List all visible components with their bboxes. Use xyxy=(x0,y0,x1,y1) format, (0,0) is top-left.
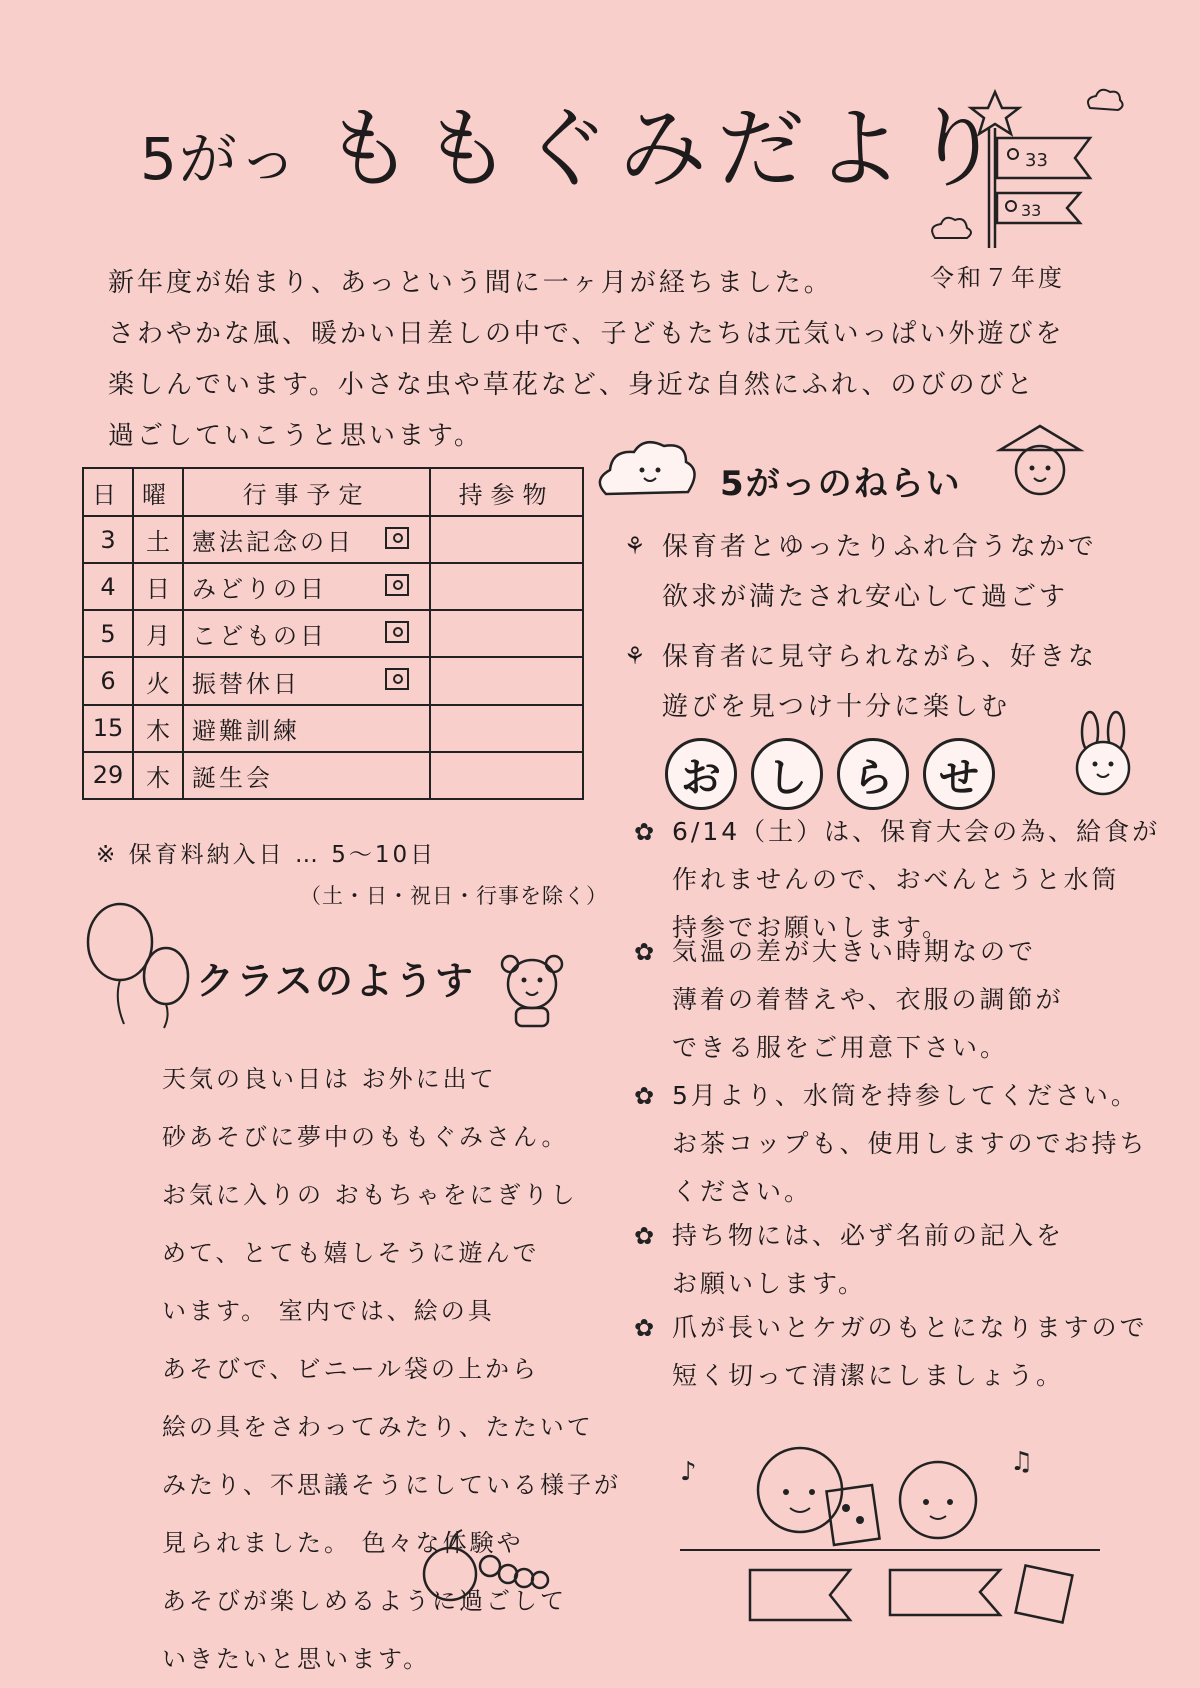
row-items xyxy=(430,610,583,657)
row-weekday: 木 xyxy=(133,705,183,752)
intro-line: 新年度が始まり、あっという間に一ヶ月が経ちました。 xyxy=(108,268,833,298)
notice-line: 持参でお願いします。 xyxy=(672,913,951,942)
aim-line: 欲求が満たされ安心して過ごす xyxy=(662,582,1069,612)
notice-item xyxy=(634,928,1064,1072)
flower-icon: ✿ xyxy=(634,818,658,846)
row-items xyxy=(430,705,583,752)
class-report-line: いきたいと思います。 xyxy=(162,1645,431,1673)
koinobori-illustration xyxy=(905,88,1125,258)
aim-line: 保育者に見守られながら、好きな xyxy=(662,642,1098,672)
notice-item xyxy=(634,1072,1148,1216)
event-label: みどりの日 xyxy=(192,575,327,604)
row-event xyxy=(183,610,430,657)
flower-icon: ✿ xyxy=(634,938,658,966)
title-main: ももぐみだより xyxy=(324,97,1011,200)
fee-date: ※ 保育料納入日 … 5～10日 xyxy=(96,842,437,868)
notice-item xyxy=(634,1212,1065,1308)
notice-line: 作れませんので、おべんとうと水筒 xyxy=(672,865,1120,894)
intro-line: 楽しんでいます。小さな虫や草花など、身近な自然にふれ、のびのびと xyxy=(108,370,1036,400)
table-row xyxy=(83,610,583,657)
row-weekday: 日 xyxy=(133,563,183,610)
flower-icon: ✿ xyxy=(634,1222,658,1250)
tulip-icon: ⚘ xyxy=(624,642,649,670)
notices-heading xyxy=(665,738,995,810)
rabbit-icon xyxy=(1060,710,1150,800)
row-items xyxy=(430,752,583,799)
row-weekday: 火 xyxy=(133,657,183,704)
notice-item xyxy=(634,1304,1148,1400)
row-day: 6 xyxy=(83,657,133,704)
flower-icon: ✿ xyxy=(634,1082,658,1110)
cloud-smile-icon xyxy=(592,436,702,506)
row-event xyxy=(183,563,430,610)
row-items xyxy=(430,563,583,610)
row-weekday: 月 xyxy=(133,610,183,657)
title-month: 5がっ xyxy=(140,125,299,193)
row-day: 5 xyxy=(83,610,133,657)
aim-item xyxy=(624,632,1098,732)
intro-line: 過ごしていこうと思います。 xyxy=(108,421,483,451)
row-event xyxy=(183,657,430,704)
row-event xyxy=(183,752,430,799)
event-label: 避難訓練 xyxy=(192,716,300,745)
row-weekday: 木 xyxy=(133,752,183,799)
event-label: こどもの日 xyxy=(192,622,327,651)
aim-line: 保育者とゆったりふれ合うなかで xyxy=(662,532,1097,562)
notice-heading-char: し xyxy=(751,738,823,810)
row-day: 29 xyxy=(83,752,133,799)
page-title xyxy=(140,97,1011,200)
table-row xyxy=(83,516,583,563)
row-day: 4 xyxy=(83,563,133,610)
aim-line: 遊びを見つけ十分に楽しむ xyxy=(662,692,1011,722)
notice-line: 持ち物には、必ず名前の記入を xyxy=(672,1221,1065,1250)
apple-caterpillar-icon xyxy=(420,1524,570,1614)
class-report-line: います。 室内では、絵の具 xyxy=(162,1297,495,1325)
class-report-line: みたり、不思議そうにしている様子が xyxy=(162,1471,621,1499)
row-weekday: 土 xyxy=(133,516,183,563)
event-label: 誕生会 xyxy=(192,763,273,792)
table-row xyxy=(83,657,583,704)
class-report-line: 砂あそびに夢中のももぐみさん。 xyxy=(162,1123,569,1151)
class-report-line: 見られました。 色々な体験や xyxy=(162,1529,524,1557)
event-label: 振替休日 xyxy=(192,669,300,698)
event-label: 憲法記念の日 xyxy=(192,528,354,557)
flower-icon: ✿ xyxy=(634,1314,658,1342)
notice-line: 6/14（土）は、保育大会の為、給食が xyxy=(672,817,1161,846)
flag-icon xyxy=(385,527,409,549)
table-row xyxy=(83,563,583,610)
aims-heading: 5がっのねらい xyxy=(720,464,962,504)
notice-line: ください。 xyxy=(672,1177,813,1206)
class-report-heading: クラスのようす xyxy=(196,959,475,1003)
school-year: 令和７年度 xyxy=(930,264,1065,292)
notice-line: 爪が長いとケガのもとになりますので xyxy=(672,1313,1148,1342)
flag-icon xyxy=(385,621,409,643)
schedule-header-row xyxy=(83,468,583,516)
class-report-line: あそびで、ビニール袋の上から xyxy=(162,1355,540,1383)
header-items: 持参物 xyxy=(430,468,583,516)
table-row xyxy=(83,705,583,752)
notice-line: 5月より、水筒を持参してください。 xyxy=(672,1081,1139,1110)
intro-paragraph xyxy=(108,258,1068,462)
row-items xyxy=(430,657,583,704)
kabuto-child-icon xyxy=(990,420,1090,500)
table-row xyxy=(83,752,583,799)
header-day: 日 xyxy=(83,468,133,516)
intro-line: さわやかな風、暖かい日差しの中で、子どもたちは元気いっぱい外遊びを xyxy=(108,319,1065,349)
svg-text:♪: ♪ xyxy=(680,1457,697,1487)
notice-heading-char: せ xyxy=(923,738,995,810)
class-report-line: 絵の具をさわってみたり、たたいて xyxy=(162,1413,594,1441)
notice-line: できる服をご用意下さい。 xyxy=(672,1033,1009,1062)
header-event: 行事予定 xyxy=(183,468,430,516)
row-day: 15 xyxy=(83,705,133,752)
flag-icon xyxy=(385,574,409,596)
class-report-line: お気に入りの おもちゃをにぎりし xyxy=(162,1181,578,1209)
svg-text:33: 33 xyxy=(1025,150,1048,171)
children-playing-illustration xyxy=(680,1420,1120,1650)
class-report-line: めて、とても嬉しそうに遊んで xyxy=(162,1239,540,1267)
svg-text:♫: ♫ xyxy=(1010,1447,1034,1477)
svg-text:33: 33 xyxy=(1021,201,1042,220)
notice-line: 気温の差が大きい時期なので xyxy=(672,937,1037,966)
row-items xyxy=(430,516,583,563)
notice-heading-char: ら xyxy=(837,738,909,810)
balloon-icon xyxy=(82,900,192,1030)
fee-note: （土・日・祝日・行事を除く） xyxy=(300,884,608,908)
header-weekday: 曜 xyxy=(133,468,183,516)
row-day: 3 xyxy=(83,516,133,563)
row-event xyxy=(183,516,430,563)
notice-line: お願いします。 xyxy=(672,1269,867,1298)
class-report-line: あそびが楽しめるように過ごして xyxy=(162,1587,567,1615)
flag-icon xyxy=(385,668,409,690)
schedule-table xyxy=(82,467,584,800)
notice-heading-char: お xyxy=(665,738,737,810)
aim-item xyxy=(624,522,1097,622)
tulip-icon: ⚘ xyxy=(624,532,649,560)
notice-line: 薄着の着替えや、衣服の調節が xyxy=(672,985,1064,1014)
notice-line: お茶コップも、使用しますのでお持ち xyxy=(672,1129,1148,1158)
row-event xyxy=(183,705,430,752)
class-report-line: 天気の良い日は お外に出て xyxy=(162,1065,497,1093)
bear-icon xyxy=(492,950,572,1030)
notice-line: 短く切って清潔にしましょう。 xyxy=(672,1361,1065,1390)
